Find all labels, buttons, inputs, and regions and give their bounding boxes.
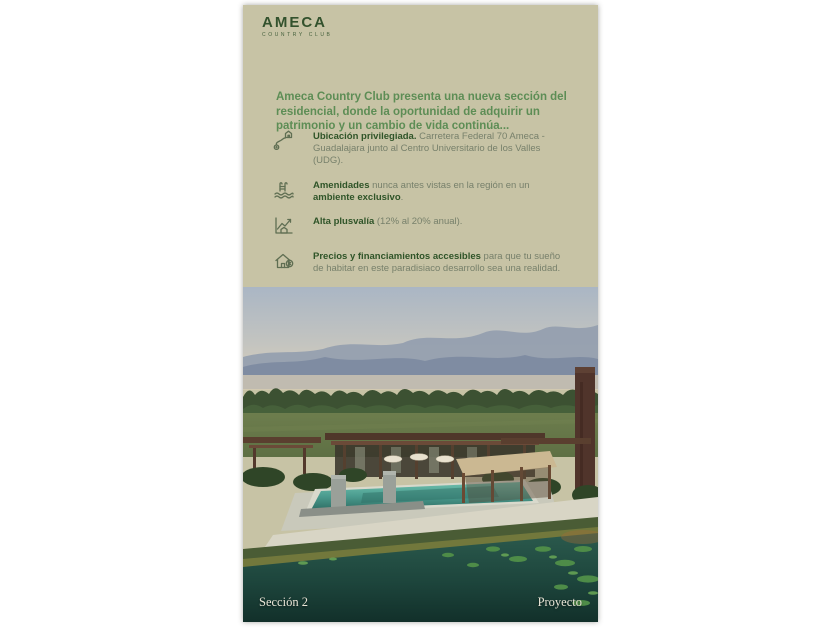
resort-scene-graphic bbox=[243, 287, 598, 622]
resort-render-image bbox=[243, 287, 598, 622]
list-item-text: Ubicación privilegiada. Carretera Federal 70 Ameca - Guadalajara junto al Centro Universitario de los Valles (UDG). bbox=[313, 131, 545, 166]
list-item bbox=[272, 214, 572, 238]
info-panel bbox=[243, 5, 598, 287]
list-item-text: Amenidades nunca antes vistas en la región en un ambiente exclusivo. bbox=[313, 179, 530, 203]
feature-list bbox=[272, 129, 572, 310]
list-item bbox=[272, 178, 572, 204]
pool-ladder-icon bbox=[272, 178, 296, 202]
section-caption: Sección 2 bbox=[259, 595, 308, 609]
list-item-text: Precios y financiamientos accesibles para que tu sueño de habitar en este paradisiaco desarrollo sea una realidad. bbox=[313, 251, 561, 275]
list-item bbox=[272, 249, 572, 275]
house-money-icon bbox=[272, 249, 296, 273]
ameca-logo bbox=[262, 14, 332, 38]
intro-paragraph: Ameca Country Club presenta una nueva sección del residencial, donde la oportunidad de adquirir un patrimonio y un cambio de vida continúa... bbox=[276, 91, 567, 133]
list-item-text: Alta plusvalía (12% al 20% anual). bbox=[313, 216, 463, 228]
list-item bbox=[272, 129, 572, 167]
listing-flyer-card bbox=[243, 5, 598, 622]
growth-chart-house-icon bbox=[272, 214, 296, 238]
project-caption: Proyecto bbox=[537, 595, 582, 609]
logo-subtitle: COUNTRY CLUB bbox=[262, 32, 333, 38]
house-road-pin-icon bbox=[272, 129, 296, 153]
logo-title: AMECA bbox=[262, 14, 327, 31]
